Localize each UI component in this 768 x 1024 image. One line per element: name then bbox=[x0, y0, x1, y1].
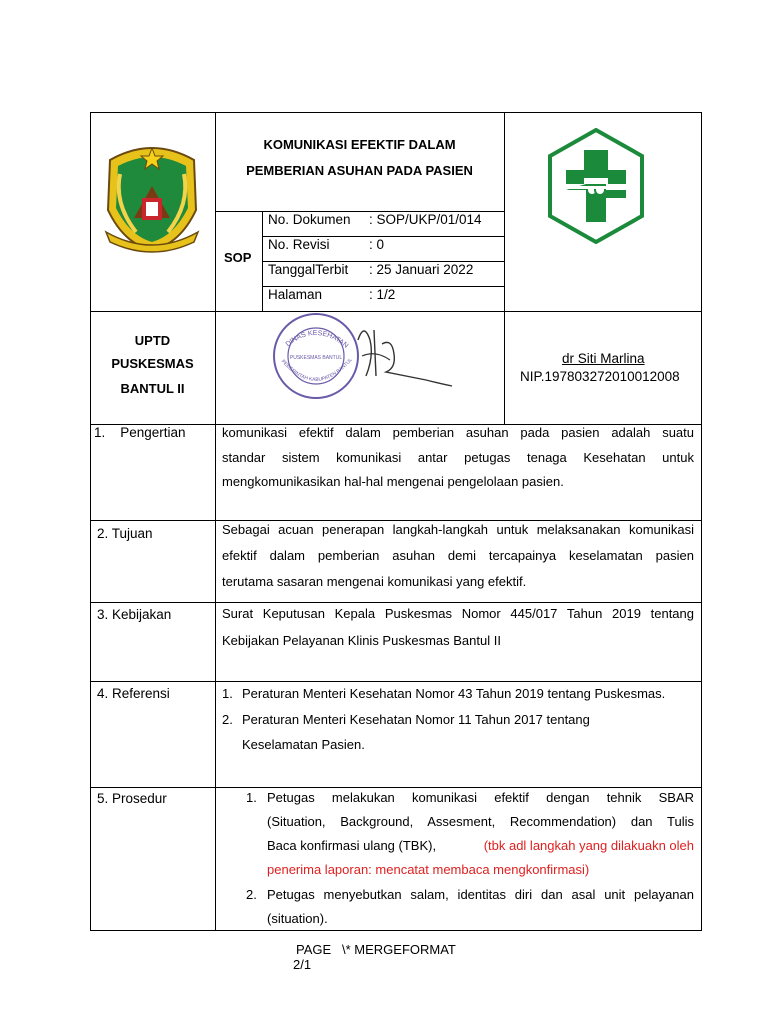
prosedur-item2-line1: Petugas menyebutkan salam, identitas diri dan asal unit pelayanan bbox=[267, 887, 694, 902]
document-title-line1: KOMUNIKASI EFEKTIF DALAM bbox=[263, 137, 456, 152]
meta-label-no-dokumen: No. Dokumen bbox=[268, 212, 351, 227]
meta-label-halaman: Halaman bbox=[268, 287, 323, 302]
prosedur-item1-line2: (Situation, Background, Assesment, Recommendation) dan Tulis bbox=[267, 814, 694, 829]
section-tujuan-label: 2. Tujuan bbox=[97, 526, 153, 541]
meta-value-no-dokumen: : SOP/UKP/01/014 bbox=[369, 212, 482, 227]
bantul-emblem-icon bbox=[100, 140, 204, 254]
document-title-line2: PEMBERIAN ASUHAN PADA PASIEN bbox=[246, 163, 473, 178]
prosedur-item1-line1: Petugas melakukan komunikasi efektif dengan tehnik SBAR bbox=[267, 790, 694, 805]
pengertian-line2: standar sistem komunikasi antar petugas tenaga Kesehatan untuk bbox=[222, 450, 694, 465]
referensi-item1-text: Peraturan Menteri Kesehatan Nomor 43 Tahun 2019 tentang Puskesmas. bbox=[242, 686, 666, 701]
footer-page-field: PAGE \* MERGEFORMAT bbox=[296, 942, 456, 957]
meta-label-no-revisi: No. Revisi bbox=[268, 237, 330, 252]
section-pengertian-label: 1. Pengertian bbox=[94, 425, 186, 440]
section-prosedur-label: 5. Prosedur bbox=[97, 791, 167, 806]
tujuan-line3: terutama sasaran mengenai komunikasi yang efektif. bbox=[222, 574, 527, 589]
referensi-item2-line2: Keselamatan Pasien. bbox=[242, 737, 365, 752]
section-kebijakan-label: 3. Kebijakan bbox=[97, 607, 172, 622]
puskesmas-logo-icon bbox=[546, 128, 646, 244]
footer-page-number: 2/1 bbox=[293, 957, 312, 972]
prosedur-item1-line3 bbox=[267, 838, 694, 854]
svg-text:DINAS KESEHATAN bbox=[285, 330, 350, 350]
referensi-item2-number: 2. bbox=[222, 712, 233, 727]
referensi-item1-number: 1. bbox=[222, 686, 233, 701]
org-line-bantul: BANTUL II bbox=[120, 381, 185, 396]
kebijakan-line1: Surat Keputusan Kepala Puskesmas Nomor 445/017 Tahun 2019 tentang bbox=[222, 606, 694, 621]
meta-value-no-revisi: : 0 bbox=[369, 237, 385, 252]
org-line-uptd: UPTD bbox=[134, 333, 171, 348]
signer-name: dr Siti Marlina bbox=[562, 351, 645, 366]
stamp-ring-text: DINAS KESEHATAN bbox=[284, 329, 350, 350]
prosedur-item2-number: 2. bbox=[246, 887, 257, 902]
prosedur-item1-line3-black: Baca konfirmasi ulang (TBK), bbox=[267, 838, 437, 853]
prosedur-item1-line4-red: penerima laporan: mencatat membaca mengkonfirmasi) bbox=[267, 862, 590, 877]
sop-label: SOP bbox=[224, 250, 252, 265]
pengertian-line3: mengkomunikasikan hal-hal mengenai pengelolaan pasien. bbox=[222, 474, 564, 489]
stamp-bottom-text: PEMERINTAH KABUPATEN BANTUL bbox=[279, 356, 354, 384]
tujuan-line2: efektif dalam pemberian asuhan demi tercapainya keselamatan pasien bbox=[222, 548, 694, 563]
meta-value-halaman: : 1/2 bbox=[369, 287, 396, 302]
referensi-item2-line1: Peraturan Menteri Kesehatan Nomor 11 Tahun 2017 tentang bbox=[242, 712, 590, 727]
section-referensi-label: 4. Referensi bbox=[97, 686, 170, 701]
meta-label-tanggal-terbit: TanggalTerbit bbox=[268, 262, 349, 277]
prosedur-item2-line2: (situation). bbox=[267, 911, 328, 926]
prosedur-item1-number: 1. bbox=[246, 790, 257, 805]
stamp-center-text: PUSKESMAS BANTUL bbox=[289, 355, 343, 361]
pengertian-line1: komunikasi efektif dalam pemberian asuhan pada pasien adalah suatu bbox=[222, 425, 694, 440]
kebijakan-line2: Kebijakan Pelayanan Klinis Puskesmas Bantul II bbox=[222, 633, 501, 648]
org-line-puskesmas: PUSKESMAS bbox=[111, 356, 194, 371]
meta-value-tanggal-terbit: : 25 Januari 2022 bbox=[369, 262, 474, 277]
prosedur-item1-line3-red: (tbk adl langkah yang dilakuakn oleh bbox=[483, 838, 694, 853]
official-stamp-icon bbox=[266, 310, 466, 402]
tujuan-line1: Sebagai acuan penerapan langkah-langkah untuk melaksanakan komunikasi bbox=[222, 522, 694, 537]
signer-nip: NIP.197803272010012008 bbox=[520, 369, 680, 384]
